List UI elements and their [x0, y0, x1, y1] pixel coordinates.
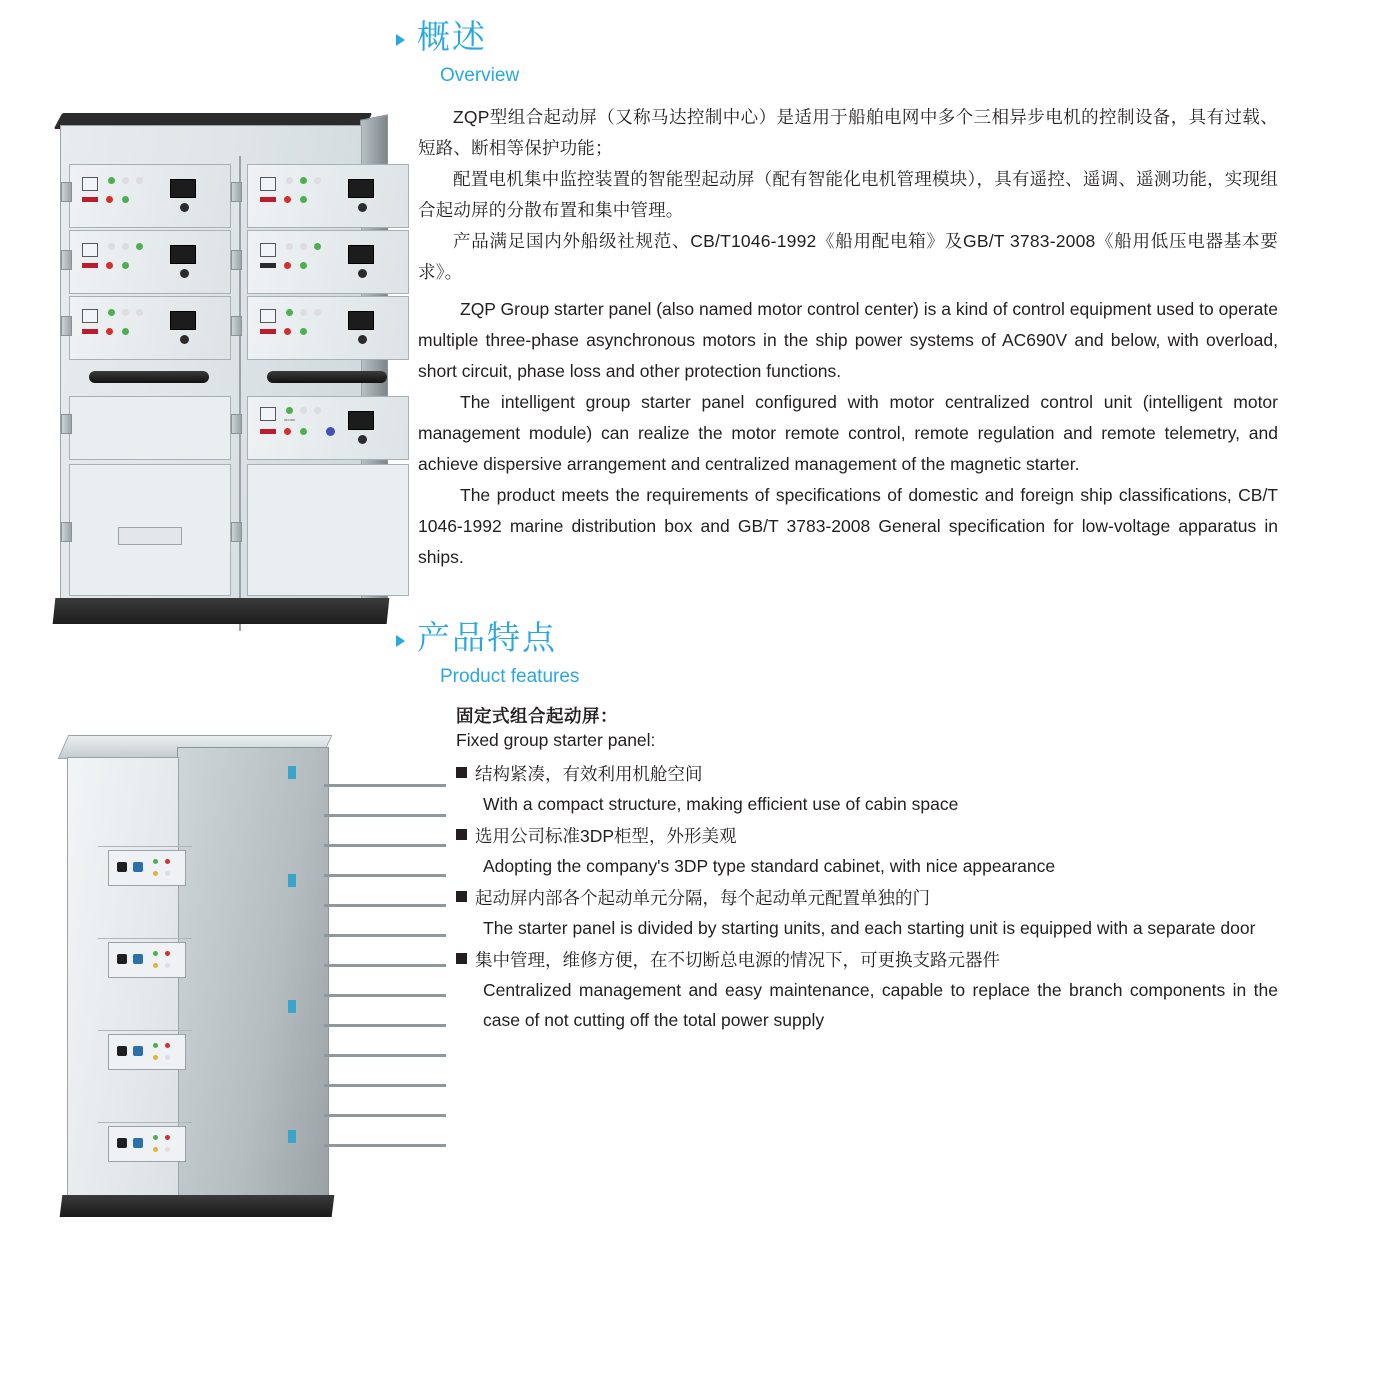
section-heading — [396, 16, 1278, 58]
square-bullet-icon — [456, 953, 467, 964]
cabinet-plinth — [60, 1195, 335, 1217]
list-item — [456, 883, 1278, 943]
cabinet-front-face — [67, 757, 179, 1199]
feature-text-cn: 集中管理，维修方便，在不切断总电源的情况下，可更换支路元器件 — [475, 950, 1000, 970]
starter-unit: ON OFF — [247, 396, 409, 460]
paragraph: 配置电机集中监控装置的智能型起动屏（配有智能化电机管理模块），具有遥控、遥调、遥测功能，实现组合起动屏的分散布置和集中管理。 — [418, 169, 1278, 220]
list-item — [456, 821, 1278, 881]
paragraph: The product meets the requirements of specifications of domestic and foreign ship classifications, CB/T 1046-1992 marine distribution box and GB/T 3783-2008 General specification for low-voltage apparatus in ships. — [418, 485, 1278, 567]
product-photo-front — [30, 95, 380, 655]
cabinet-door-handle — [267, 371, 387, 383]
list-item — [456, 945, 1278, 1035]
cabinet-side-face — [177, 747, 329, 1199]
paragraph: The intelligent group starter panel configured with motor centralized control unit (intelligent motor management module) can realize the motor remote control, remote regulation and remote telemetry, and achieve dispersive arrangement and centralized management of the magnetic starter. — [418, 392, 1278, 474]
starter-unit — [247, 230, 409, 294]
triangle-bullet-icon — [396, 34, 405, 46]
feature-group-title-en: Fixed group starter panel: — [456, 730, 656, 750]
overview-en-body — [418, 294, 1278, 573]
text-column — [418, 0, 1278, 1037]
section-title-en: Overview — [440, 65, 520, 86]
feature-list — [456, 759, 1278, 1035]
image-column — [0, 0, 400, 1379]
section-title-cn: 概述 — [417, 18, 487, 55]
spec-plate — [118, 527, 182, 545]
cabinet-plinth — [53, 598, 390, 624]
feature-text-cn: 选用公司标准3DP柜型，外形美观 — [475, 826, 737, 846]
section-heading — [396, 617, 1278, 659]
section-product-features — [418, 617, 1278, 1035]
section-title-en: Product features — [440, 666, 580, 687]
feature-text-cn-row — [456, 883, 1278, 913]
starter-unit — [108, 850, 186, 886]
section-title-cn: 产品特点 — [417, 619, 557, 656]
product-photo-perspective — [45, 715, 365, 1260]
starter-unit — [108, 1034, 186, 1070]
starter-unit — [247, 296, 409, 360]
feature-text-en: Centralized management and easy maintenance, capable to replace the branch components in the case of not cutting off the total power supply — [483, 980, 1278, 1030]
starter-unit — [108, 942, 186, 978]
feature-text-en: With a compact structure, making efficient use of cabin space — [483, 794, 959, 814]
section-overview — [418, 0, 1278, 573]
cabinet-front-body — [60, 125, 362, 602]
starter-unit — [108, 1126, 186, 1162]
triangle-bullet-icon — [396, 635, 405, 647]
paragraph: ZQP Group starter panel (also named motor control center) is a kind of control equipment used to operate multiple three-phase asynchronous motors in the ship power systems of AC690V and below, with overload, short circuit, phase loss and other protection functions. — [418, 299, 1278, 381]
square-bullet-icon — [456, 891, 467, 902]
cabinet-center-divider — [239, 156, 241, 631]
square-bullet-icon — [456, 829, 467, 840]
starter-unit — [69, 164, 231, 228]
square-bullet-icon — [456, 767, 467, 778]
feature-text-cn-row — [456, 759, 1278, 789]
list-item — [456, 759, 1278, 819]
paragraph: ZQP型组合起动屏（又称马达控制中心）是适用于船舶电网中多个三相异步电机的控制设备，具有过载、短路、断相等保护功能； — [418, 107, 1278, 158]
paragraph: 产品满足国内外船级社规范、CB/T1046-1992《船用配电箱》及GB/T 3783-2008《船用低压电器基本要求》。 — [418, 231, 1278, 282]
feature-text-cn: 结构紧凑，有效利用机舱空间 — [475, 764, 703, 784]
feature-group — [456, 703, 1278, 1035]
blank-panel — [69, 396, 231, 460]
feature-text-en: Adopting the company's 3DP type standard cabinet, with nice appearance — [483, 856, 1056, 876]
overview-cn-body — [418, 102, 1278, 288]
starter-unit — [69, 296, 231, 360]
feature-text-cn: 起动屏内部各个起动单元分隔，每个起动单元配置单独的门 — [475, 888, 930, 908]
lower-door-left — [69, 464, 231, 596]
starter-unit — [247, 164, 409, 228]
feature-text-cn-row — [456, 945, 1278, 975]
cabinet-door-handle — [89, 371, 209, 383]
lower-door-right — [247, 464, 409, 596]
feature-text-en: The starter panel is divided by starting units, and each starting unit is equipped with a separate door — [483, 918, 1256, 938]
feature-text-cn-row — [456, 821, 1278, 851]
starter-unit — [69, 230, 231, 294]
feature-group-title-cn: 固定式组合起动屏： — [456, 706, 618, 726]
